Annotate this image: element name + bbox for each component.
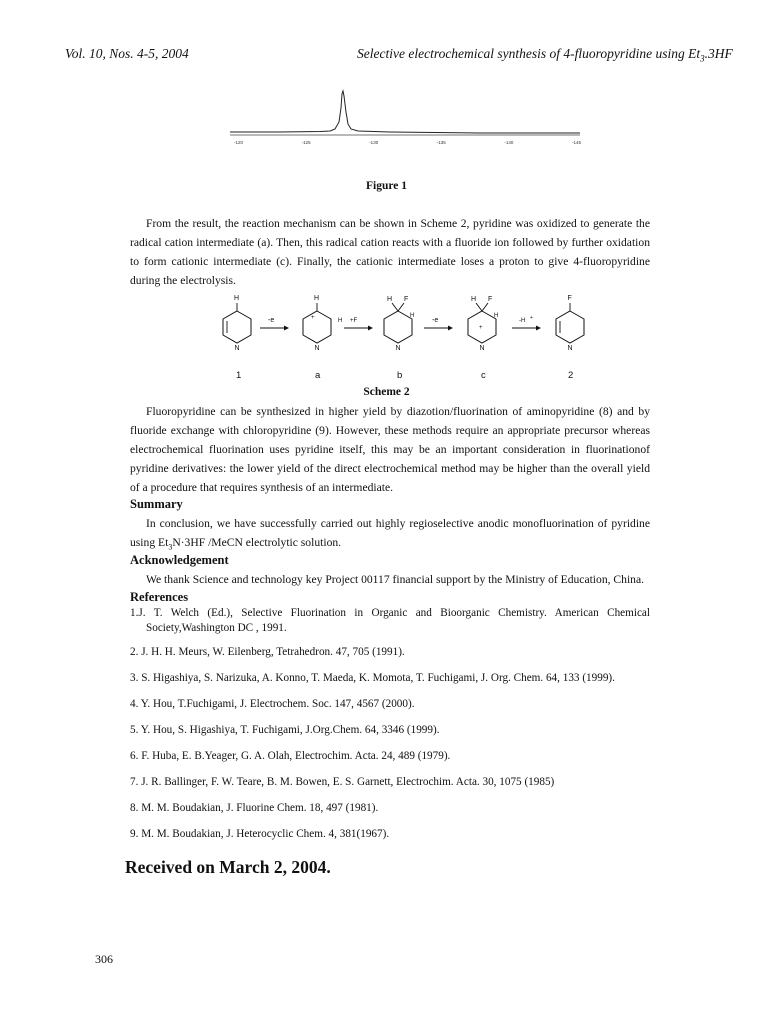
reference-6: 6. F. Huba, E. B.Yeager, G. A. Olah, Electrochim. Acta. 24, 489 (1979). bbox=[130, 750, 451, 762]
label-1: 1 bbox=[236, 370, 242, 381]
scheme2-diagram bbox=[180, 292, 620, 384]
label-c: c bbox=[481, 370, 486, 381]
acknowledgement-text: We thank Science and technology key Project 00117 financial support by the Ministry of Education, China. bbox=[146, 573, 645, 586]
svg-text:+: + bbox=[530, 315, 533, 321]
header-title-subscript: 3 bbox=[700, 53, 705, 64]
atom-h-c: H bbox=[471, 296, 477, 303]
label-a: a bbox=[315, 370, 321, 381]
compound-labels bbox=[236, 370, 573, 381]
summary-text bbox=[130, 514, 650, 556]
atom-n-1: N bbox=[234, 345, 240, 352]
axis-tick-label: -120 bbox=[234, 140, 244, 145]
svg-text:+: + bbox=[479, 325, 483, 331]
atom-h-fluoride-step: H bbox=[338, 318, 343, 324]
atom-n-2: N bbox=[567, 345, 573, 352]
header-title-text: Selective electrochemical synthesis of 4-fluoropyridine using Et bbox=[357, 46, 701, 61]
mechanism-paragraph-text: From the result, the reaction mechanism can be shown in Scheme 2, pyridine was oxidized to generate the radical cation intermediate (a). Then, this radical cation reacts with a fluoride ion followed by further oxidation to form cationic intermediate (c). Finally, the cationic intermediate loses a proton to give 4-fluoropyridine during the electrolysis. bbox=[130, 217, 650, 287]
summary-text-post: N·3HF /MeCN electrolytic solution. bbox=[172, 536, 342, 549]
atom-f-2: F bbox=[567, 295, 572, 302]
acknowledgement-paragraph bbox=[130, 570, 650, 589]
mechanism-paragraph bbox=[130, 214, 650, 290]
header-title-suffix: .3HF bbox=[704, 46, 733, 61]
axis-tick-label: -145 bbox=[572, 140, 582, 145]
reference-8: 8. M. M. Boudakian, J. Fluorine Chem. 18, 497 (1981). bbox=[130, 802, 379, 814]
atom-h-b2: H bbox=[410, 313, 415, 319]
atom-n-b: N bbox=[395, 345, 401, 352]
summary-paragraph bbox=[130, 514, 650, 556]
reference-1: 1.J. T. Welch (Ed.), Selective Fluorination in Organic and Bioorganic Chemistry. American Chemical Society,Washington DC , 1991. bbox=[130, 607, 650, 634]
svg-text:+: + bbox=[311, 315, 315, 321]
molecule-pyridine bbox=[223, 295, 251, 352]
summary-heading: Summary bbox=[130, 497, 183, 511]
arrow-fluoride-addition bbox=[338, 318, 373, 331]
atom-n-c: N bbox=[479, 345, 485, 352]
arrow-oxidation-1 bbox=[260, 317, 289, 331]
acknowledgement-heading: Acknowledgement bbox=[130, 553, 229, 567]
arrow-deprotonation bbox=[512, 315, 541, 331]
molecule-fluoro-radical bbox=[384, 296, 414, 352]
atom-h-b: H bbox=[387, 296, 393, 303]
axis-tick-label: -130 bbox=[369, 140, 379, 145]
arrow-oxidation-2 bbox=[424, 317, 453, 331]
synthesis-paragraph-text: Fluoropyridine can be synthesized in higher yield by diazotion/fluorination of aminopyridine (8) and by fluoride exchange with chloropyridine (9). However, these methods require an appropriate precursor whereas electrochemical fluorination uses pyridine itself, this may be an important consideration in fluorinationof pyridine derivatives: the lower yield of the direct electrochemical method may be higher than the overall yield of a procedure that requires synthesis of an intermediate. bbox=[130, 405, 650, 494]
axis-tick-label: -135 bbox=[436, 140, 446, 145]
synthesis-paragraph bbox=[130, 402, 650, 497]
axis-tick-label: -140 bbox=[504, 140, 514, 145]
arrow-oxidation-2-label: -e bbox=[432, 317, 439, 324]
reference-item bbox=[130, 606, 650, 636]
running-header-right bbox=[357, 46, 733, 64]
references-heading: References bbox=[130, 590, 189, 604]
molecule-cation bbox=[468, 296, 498, 352]
label-b: b bbox=[397, 370, 403, 381]
spectrum-trace bbox=[230, 91, 580, 133]
arrow-deprotonation-label: -H bbox=[519, 318, 526, 324]
reference-9: 9. M. M. Boudakian, J. Heterocyclic Chem. 4, 381(1967). bbox=[130, 828, 390, 840]
atom-h-a: H bbox=[314, 295, 320, 302]
label-2: 2 bbox=[568, 370, 574, 381]
running-header-left: Vol. 10, Nos. 4-5, 2004 bbox=[65, 46, 189, 61]
arrow-oxidation-1-label: -e bbox=[268, 317, 275, 324]
arrow-fluoride-label: +F bbox=[350, 318, 358, 324]
atom-n-a: N bbox=[314, 345, 320, 352]
reference-3: 3. S. Higashiya, S. Narizuka, A. Konno, T. Maeda, K. Momota, T. Fuchigami, J. Org. Chem. 64, 133 (1999). bbox=[130, 672, 615, 684]
scheme2-caption: Scheme 2 bbox=[363, 386, 410, 398]
reference-4: 4. Y. Hou, T.Fuchigami, J. Electrochem. Soc. 147, 4567 (2000). bbox=[130, 698, 415, 710]
atom-f-b: F bbox=[404, 296, 409, 303]
figure1-caption: Figure 1 bbox=[366, 180, 407, 192]
figure1-spectrum bbox=[220, 88, 600, 158]
page-number: 306 bbox=[95, 952, 113, 966]
molecule-fluoropyridine bbox=[556, 295, 584, 352]
atom-f-c: F bbox=[488, 296, 493, 303]
summary-text-sub: 3 bbox=[168, 542, 173, 552]
summary-text-pre: In conclusion, we have successfully carried out highly regioselective anodic monofluorination of pyridine using Et bbox=[130, 517, 650, 549]
reference-5: 5. Y. Hou, S. Higashiya, T. Fuchigami, J.Org.Chem. 64, 3346 (1999). bbox=[130, 724, 440, 736]
reference-2: 2. J. H. H. Meurs, W. Eilenberg, Tetrahedron. 47, 705 (1991). bbox=[130, 646, 405, 658]
axis-tick-label: -125 bbox=[301, 140, 311, 145]
atom-h-c2: H bbox=[494, 313, 499, 319]
molecule-radical-cation bbox=[303, 295, 331, 352]
reference-7: 7. J. R. Ballinger, F. W. Teare, B. M. Bowen, E. S. Garnett, Electrochim. Acta. 30, 1075 (1985) bbox=[130, 776, 555, 788]
received-date: Received on March 2, 2004. bbox=[125, 857, 331, 877]
atom-h-1: H bbox=[234, 295, 240, 302]
